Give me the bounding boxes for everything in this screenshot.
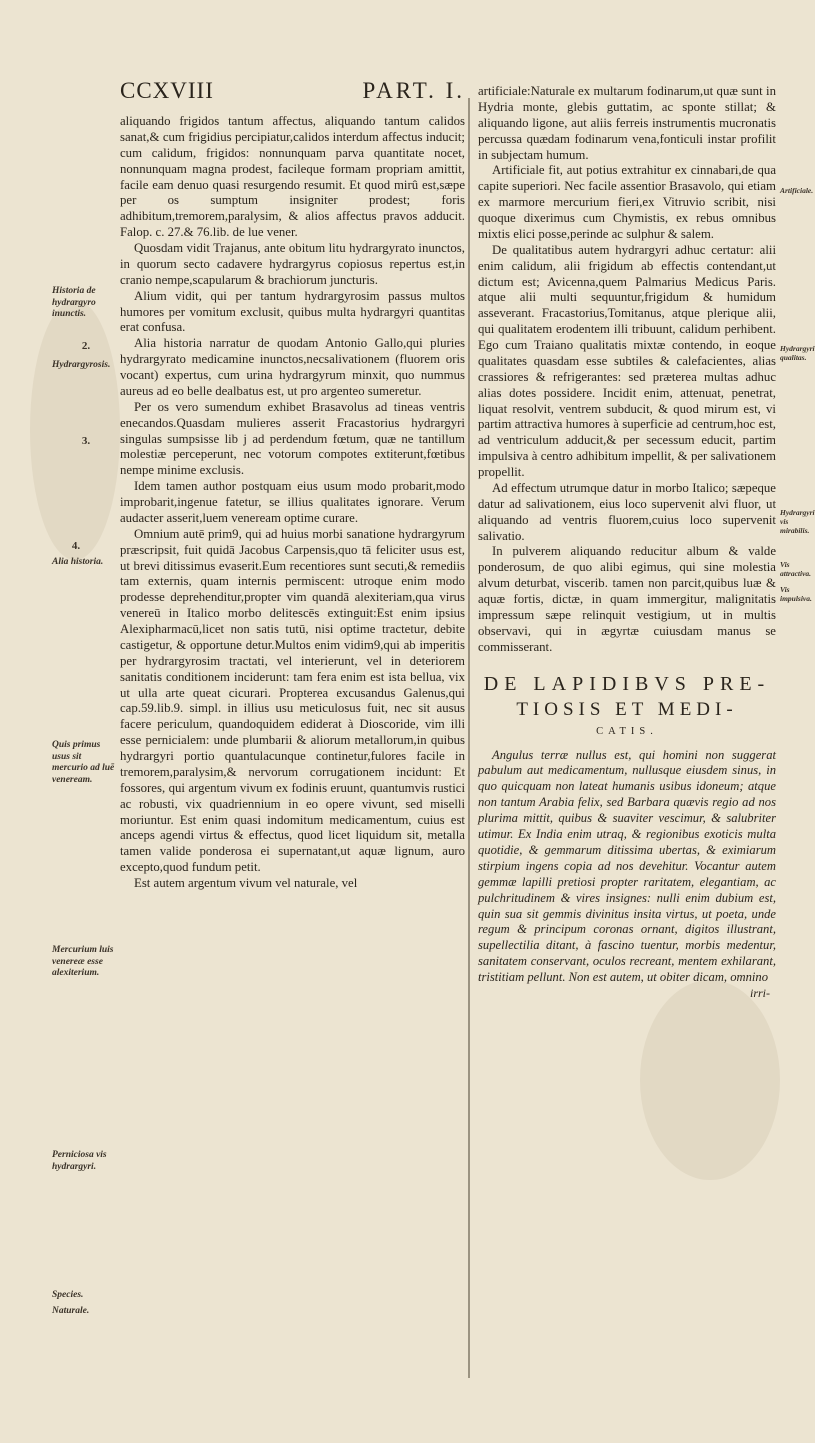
margin-note: Historia de hydrargyro inunctis.	[52, 286, 96, 319]
paragraph: Alia historia narratur de quodam Antonio Gallo,qui pluries hydrargyrato medicamine inunctos,necsalivationem (fluorem oris vocant) expertus, cum urina hydrargyrum minxit, quo nummus aureus ad eo belle dealbatus est, ut pro argenteo sumeretur.	[120, 336, 465, 398]
paragraph: Artificiale fit, aut potius extrahitur ex cinnabari,de qua capite superiori. Nec facile assentior Brasavolo, qui etiam ex marmore mercurium fieri,ex Vitruvio scribit, nisi quoque dixerimus cum Chymistis, ex rebus omnibus mixtis elici posse,perinde ac sulphur & salem.	[478, 163, 776, 241]
paper-stain	[640, 980, 780, 1180]
paragraph: Alium vidit, qui per tantum hydrargyrosim passus multos humores per vomitum exclusit, quibus multa hydrargyri quantitas erat confusa.	[120, 288, 465, 335]
margin-note: Perniciosa vis hydrargyri.	[52, 1150, 107, 1172]
section-heading-line2: TIOSIS ET MEDI-	[516, 698, 738, 720]
margin-note: Species.	[52, 1290, 84, 1300]
paper-stain	[30, 300, 120, 560]
margin-note: Hydrargyri qualitas.	[780, 344, 815, 362]
paragraph: Per os vero sumendum exhibet Brasavolus ad tineas ventris enecandos.Quasdam mulieres asserit Fracastorius hydrargyri singulas sumpsisse lib j ad perdendum fœtum, quæ ne tantillum molestiæ perceperunt, nec votorum compotes extiterunt,fœtibus nempe minime exclusis.	[120, 399, 465, 478]
paragraph: Est autem argentum vivum vel naturale, vel	[134, 876, 358, 890]
catchword: irri-	[749, 986, 770, 1001]
paragraph: artificiale:Naturale ex multarum fodinarum,ut quæ sunt in Hydria monte, glebis guttatim, ac sponte stillat; & aliquando ligone, aut aliis ferreis instrumentis mucronatis percussa quædam fodinarum vena,fonticuli instar profilit in subjectam humum.	[478, 84, 776, 162]
folio-number: CCXVIII	[120, 78, 214, 103]
paragraph: Idem tamen author postquam eius usum modo probarit,modo improbarit,ingenue fatetur, se illius qualitates ignorare. Verum audacter asserit,luem veneream optime curare.	[120, 479, 465, 525]
page-header	[120, 78, 465, 108]
section-heading: DE LAPIDIBVS PRE-	[483, 672, 771, 695]
margin-note-number: 4.	[71, 540, 81, 552]
section-heading-line3: CATIS.	[596, 725, 658, 737]
paragraph: Ad effectum utrumque datur in morbo Italico; sæpeque datur ad salivationem, eius loco supervenit alvi fluor, ut aliquando ad ventris fluorem,cuius loco supervenit salivatio.	[478, 480, 776, 543]
paragraph: aliquando frigidos tantum affectus, aliquando tantum calidos sanat,& cum frigidius percipiatur,calidos interdum affectus inducit; cum calidum, frigidos: nonnunquam parva quantitate nocet, nonnunquam magna prodest, facileque formam propriam amittit, facile eam denuo quasi resurgendo resumit. Et quod mirû est,sæpe per os sumptum insigniter prodest; foris adhibitum,tremorem,paralysim, & alios affectus pravos adducit. Falop. c. 27.& 76.lib. de lue vener.	[120, 114, 465, 240]
margin-note: Artificiale.	[780, 186, 814, 195]
paragraph: Quosdam vidit Trajanus, ante obitum litu hydrargyrato inunctos, in quorum secto cadavere hydrargyrus copiosus repertus est,in cranio nempe,scapularum & brachiorum juncturis.	[120, 241, 465, 287]
left-column-text	[120, 114, 465, 892]
margin-note: Vis attractiva.	[780, 560, 812, 578]
paragraph: In pulverem aliquando reducitur album & valde ponderosum, de quo alibi egimus, qui sine molestia alvum deturbat, viscerib. tamen non parcit,quibus luæ & aquæ fortis, dictæ, in quam immergitur, malignitatis impressum sæpe relinquit vestigium, ut in multis observavi, qui in ægyrtæ cuiusdam manus se commisserant.	[478, 544, 776, 654]
paragraph: Omnium autē prim9, qui ad huius morbi sanatione hydrargyrum præscripsit, fuit quidā Jacobus Carpensis,quo tā feliciter usus est, ut brevi ditissimus evaserit.Eum recentiores sunt secuti,& remediis tam externis, quam internis permiscent: utroque enim modo prodesse deprehenditur,propter vim quandā alexiteriam,qua virus venereū in Italico morbo delitescēs extinguit:Est enim ipsius Alexipharmacū,licet non satis tutū, nisi optime tractetur, debite castigetur, & opportune detur.Multos enim vidim9,qui ab imperitis per hydrargyrosim tractati, vel interierunt, vel in deteriorem sanitatis conditionem inciderunt: tam fera enim est ista bellua, vix ut ulla arte queat cicurari. Propterea excusandus Galenus,qui cap.59.lib.9. simpl. in illius usu meticulosus fuit, nec sit ausus facere periculum, quandoquidem ediderat à Dioscoride, vim illi esse pernicialem: unde plumbarii & aliorum metallorum,in quibus hydrargyri portio quantulacunque continetur,fulores facile in tremorem,paralysim,& nervorum corrugationem incidunt: Et fossores, qui argentum vivum ex fodinis eruunt, quantumvis rustici ac robusti, vix quadriennium in eo opere vivunt, sed miselli moriuntur. Est enim quasi indomitum medicamentum, cuius est anceps agendi virtus & effectus, quod licet liquidum sit, metalla tamen valide ponderosa ei supernatant,ut aquæ lignum, auro excepto,quod fundum petit.	[120, 526, 465, 875]
margin-note: Quis primus usus sit mercurio ad luē veneream.	[52, 740, 115, 785]
margin-note: Hydrargyri vis mirabilis.	[780, 508, 815, 535]
italic-introduction	[478, 748, 776, 987]
margin-note-number: 2.	[81, 340, 91, 352]
part-label: PART. I.	[362, 78, 465, 103]
italic-paragraph: Angulus terræ nullus est, qui homini non suggerat pabulum aut medicamentum, nullusque eiusdem sinus, in quo quicquam non lateat humanis usibus idoneum; atque non tantum Arabia felix, sed Barbara quævis regio ad nos plurima mittit, quibus & suaviter vescimur, & salubriter utimur. Ex India enim utraq, & regionibus exoticis multa quotidie, & gemmarum ditissima ubertas, & eximiarum stirpium ingens copia ad nos devehitur. Vocantur autem gemmæ lapilli pretiosi propter raritatem, elegantiam, ac pulchritudinem & vires insignes: nulli enim dubium est, quin sua sit gemmis divinitus insita virtus, ut poeta, unde regum & principum coronas ornant, digitos illustrant, supellectilia ditant, à fascino tuentur, morbis medentur, sanitatem conservant, oculos recreant, mentem exhilarant, tristitiam pellunt. Non est autem, ut obiter dicam, omnino	[478, 747, 776, 985]
paragraph: De qualitatibus autem hydrargyri adhuc certatur: alii enim calidum, alii frigidum ab effectis contendant,ut dictum est; Avicenna,quem Palmarius Medicus Paris. atque alii multi sequuntur,frigidum & humidum asseverant. Fracastorius,Tomitanus, atque plerique alii, qui qualitatem erodentem illi tribuunt, calidum perhibent. Ego cum Traiano qualitatis mixtæ contendo, in eoque qualitates quasdam esse subtiles & calefacientes, alias crassiores & refrigerantes: sed præterea multas adhuc alias dotes possidere. Incidit enim, attenuat, penetrat, liquat resolvit, ventrem subducit, & quod mirum est, vi partim attractiva humores à superficie ad centrum,hoc est, ad ventriculum adducit,& per secessum educit, partim impulsiva à centro adhibitum impellit, & per salivationem propellit.	[478, 242, 776, 479]
margin-note: Naturale.	[52, 1306, 90, 1316]
margin-note-number: 3.	[81, 435, 91, 447]
margin-note: Hydrargyrosis.	[52, 360, 111, 370]
margin-note: Mercurium luis venereæ esse alexiterium.	[52, 945, 114, 978]
margin-note: Vis impulsiva.	[780, 585, 812, 603]
margin-note: Alia historia.	[52, 557, 104, 567]
column-divider	[468, 98, 470, 1378]
right-column-text	[478, 84, 776, 656]
right-column	[478, 84, 776, 1001]
